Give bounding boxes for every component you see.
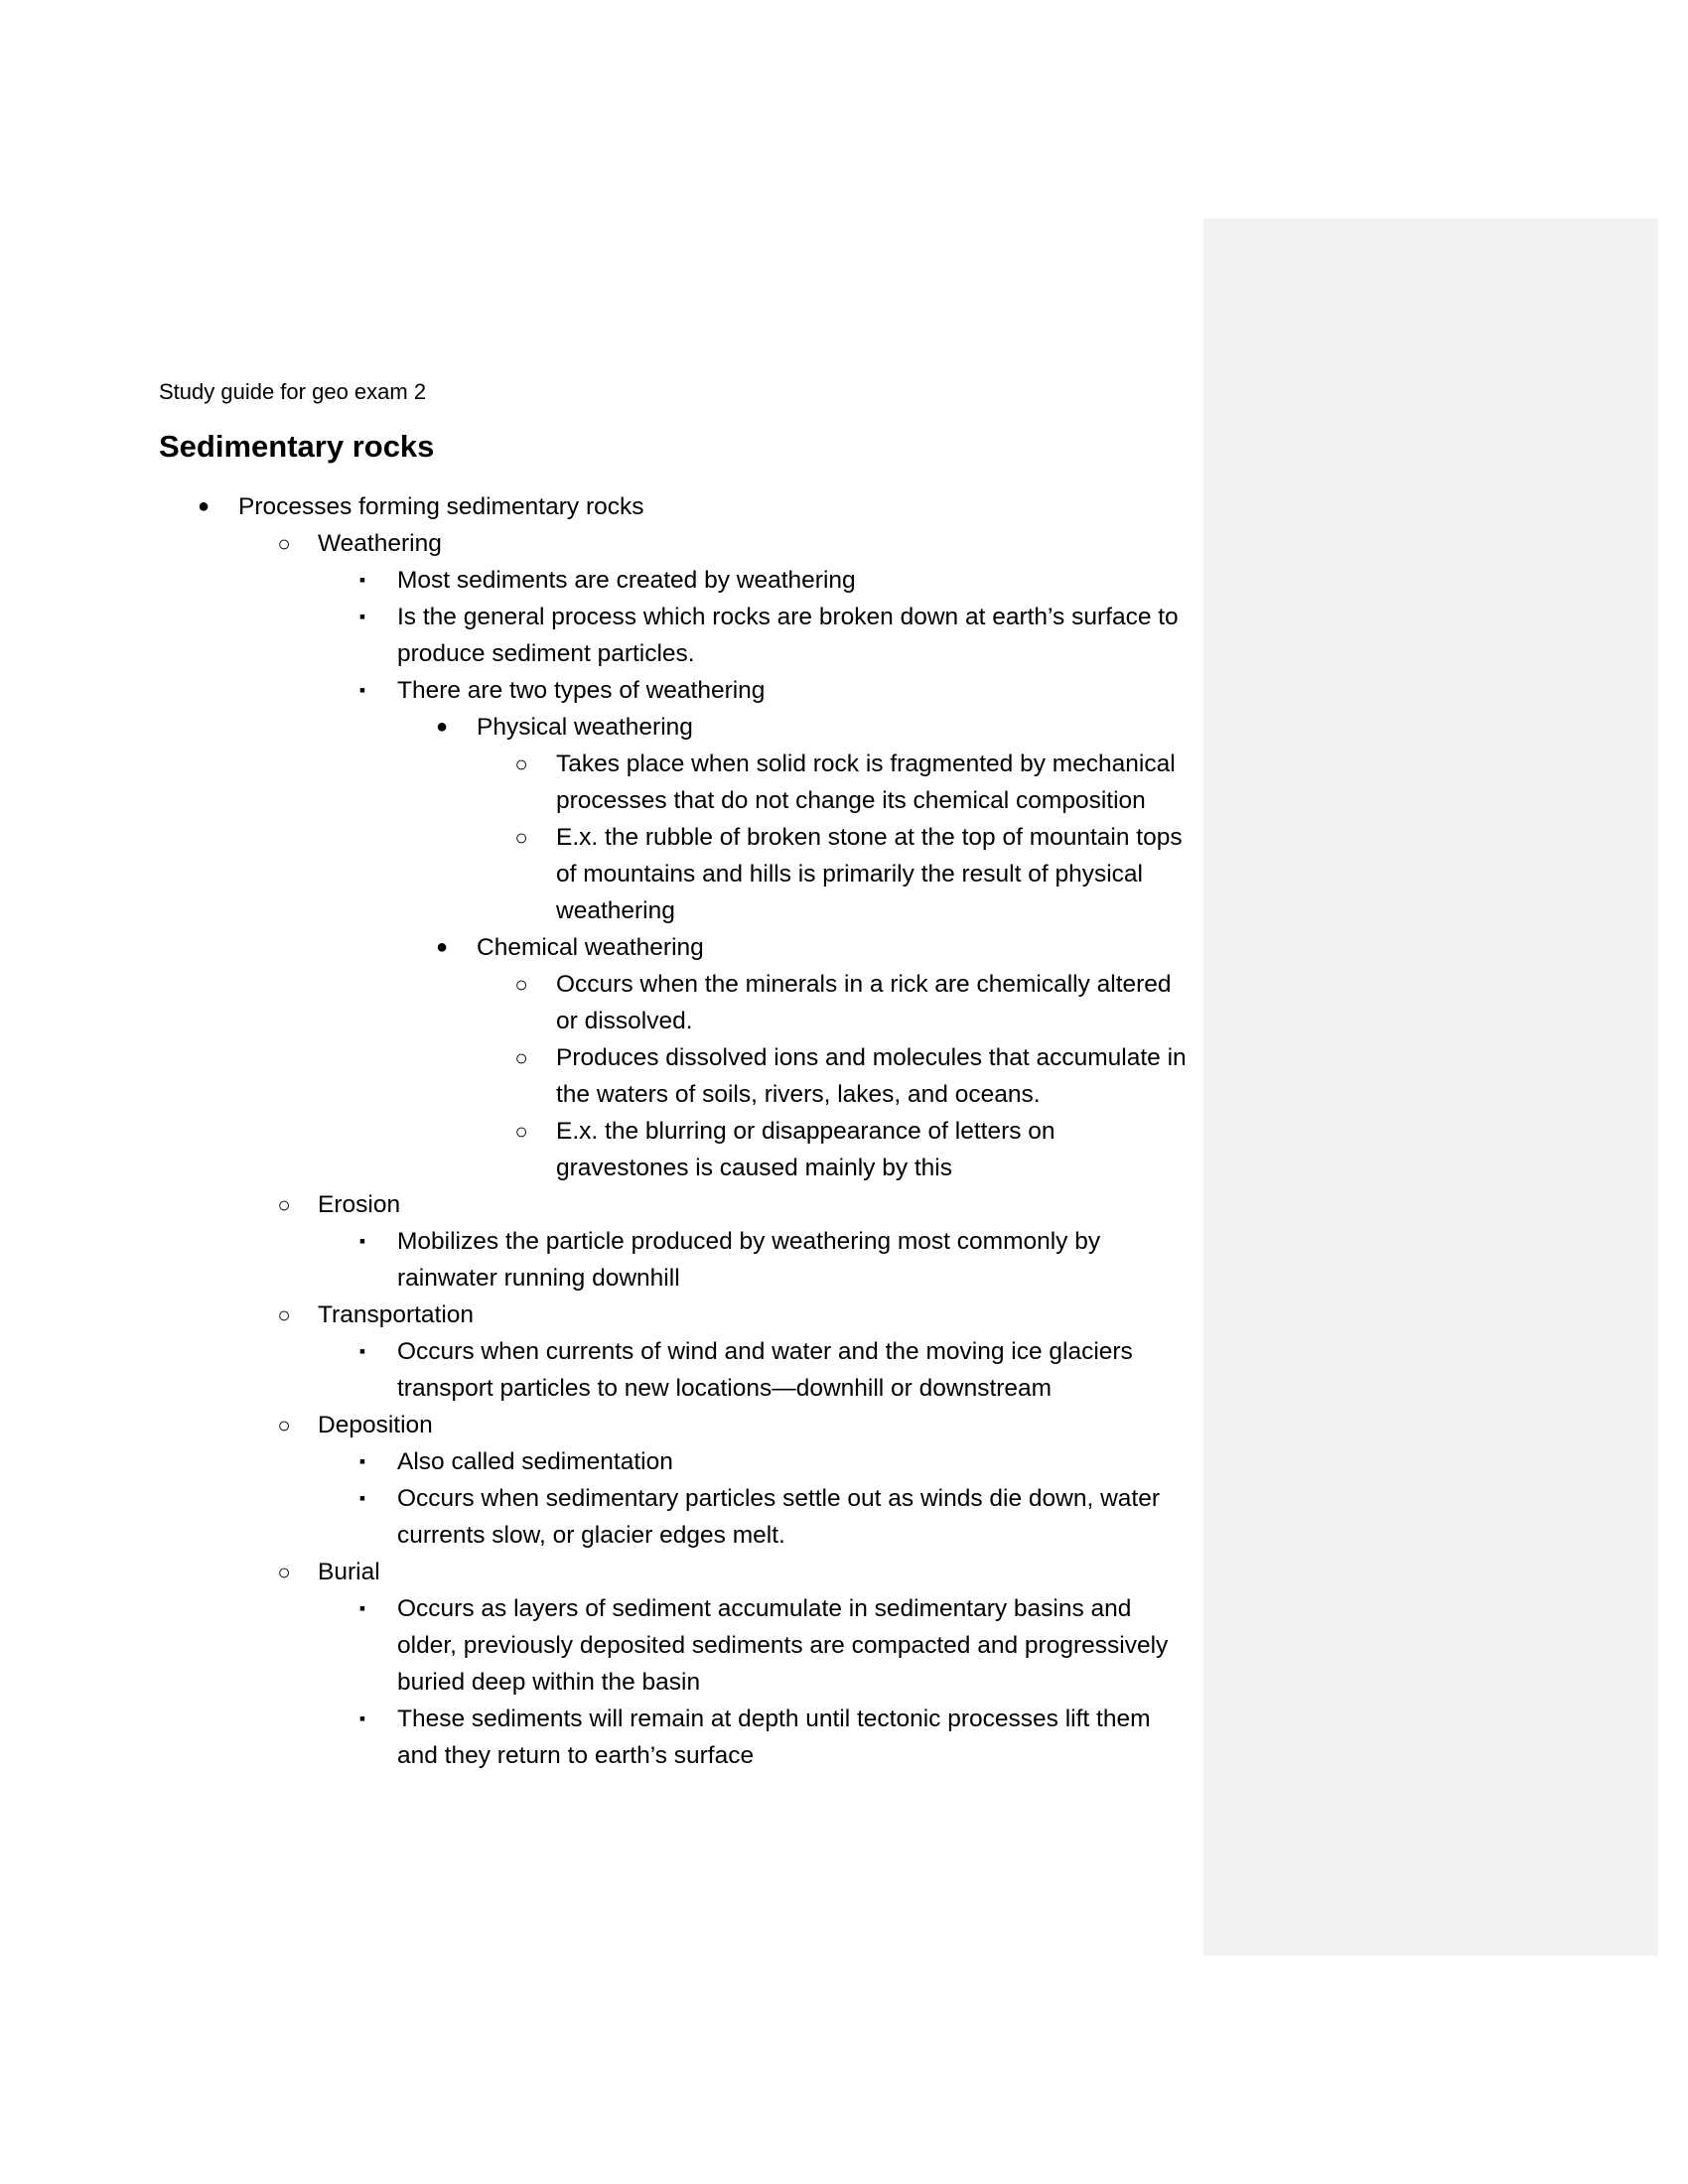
list-item-text: Chemical weathering	[477, 934, 704, 961]
list-item-text: Occurs when currents of wind and water and the moving ice glaciers transport particles to new locations—downhill or downstream	[397, 1338, 1133, 1402]
list-item	[159, 929, 1192, 966]
square-bullet-icon: ▪	[358, 570, 366, 590]
list-item-text: Takes place when solid rock is fragmented by mechanical processes that do not change its chemical composition	[556, 751, 1176, 814]
hollow-bullet-icon: ○	[514, 1045, 528, 1070]
list-item-text: Produces dissolved ions and molecules that accumulate in the waters of soils, rivers, lakes, and oceans.	[556, 1044, 1187, 1108]
comment-margin-pane	[1203, 218, 1658, 1956]
list-item-text: Also called sedimentation	[397, 1448, 673, 1475]
list-item-text: Burial	[318, 1559, 380, 1585]
hollow-bullet-icon: ○	[277, 1302, 291, 1327]
square-bullet-icon: ▪	[358, 607, 366, 626]
list-item	[159, 1443, 1192, 1480]
hollow-bullet-icon: ○	[514, 751, 528, 776]
list-item	[159, 672, 1192, 709]
list-item	[159, 562, 1192, 599]
square-bullet-icon: ▪	[358, 680, 366, 700]
list-item	[159, 746, 1192, 819]
hollow-bullet-icon: ○	[277, 1560, 291, 1584]
hollow-bullet-icon: ○	[277, 1192, 291, 1217]
outline-list	[159, 488, 1192, 1774]
hollow-bullet-icon: ○	[514, 1119, 528, 1144]
square-bullet-icon: ▪	[358, 1451, 366, 1471]
list-item-text: E.x. the rubble of broken stone at the top of mountain tops of mountains and hills is primarily the result of physical weathering	[556, 824, 1183, 924]
list-item-text: Weathering	[318, 530, 442, 557]
hollow-bullet-icon: ○	[514, 972, 528, 997]
list-item-text: Occurs as layers of sediment accumulate in sedimentary basins and older, previously deposited sediments are compacted and progressively buried deep within the basin	[397, 1595, 1169, 1696]
list-item	[159, 488, 1192, 525]
list-item	[159, 1223, 1192, 1297]
list-item-text: Is the general process which rocks are broken down at earth’s surface to produce sediment particles.	[397, 604, 1179, 667]
hollow-bullet-icon: ○	[514, 825, 528, 850]
list-item	[159, 525, 1192, 562]
list-item-text: Deposition	[318, 1412, 433, 1438]
filled-bullet-icon: ●	[435, 936, 449, 958]
square-bullet-icon: ▪	[358, 1488, 366, 1508]
list-item	[159, 1701, 1192, 1774]
list-item	[159, 1554, 1192, 1590]
list-item-text: Most sediments are created by weathering	[397, 567, 856, 594]
list-item-text: Physical weathering	[477, 714, 693, 741]
list-item-text: Erosion	[318, 1191, 401, 1218]
square-bullet-icon: ▪	[358, 1598, 366, 1618]
list-item	[159, 1590, 1192, 1701]
list-item	[159, 1333, 1192, 1407]
square-bullet-icon: ▪	[358, 1231, 366, 1251]
list-item-text: Mobilizes the particle produced by weathering most commonly by rainwater running downhill	[397, 1228, 1101, 1292]
hollow-bullet-icon: ○	[277, 1413, 291, 1437]
filled-bullet-icon: ●	[197, 495, 211, 517]
list-item	[159, 1113, 1192, 1186]
list-item	[159, 1297, 1192, 1333]
list-item-text: E.x. the blurring or disappearance of letters on gravestones is caused mainly by this	[556, 1118, 1055, 1181]
document-header: Study guide for geo exam 2	[159, 379, 427, 404]
list-item	[159, 599, 1192, 672]
list-item	[159, 819, 1192, 929]
list-item	[159, 966, 1192, 1039]
list-item	[159, 709, 1192, 746]
list-item	[159, 1480, 1192, 1554]
filled-bullet-icon: ●	[435, 716, 449, 738]
list-item-text: These sediments will remain at depth until tectonic processes lift them and they return to earth’s surface	[397, 1706, 1151, 1769]
list-item	[159, 1407, 1192, 1443]
hollow-bullet-icon: ○	[277, 531, 291, 556]
section-heading: Sedimentary rocks	[159, 429, 435, 464]
list-item	[159, 1186, 1192, 1223]
square-bullet-icon: ▪	[358, 1708, 366, 1728]
list-item	[159, 1039, 1192, 1113]
document-body	[159, 377, 1192, 1774]
list-item-text: Occurs when sedimentary particles settle out as winds die down, water currents slow, or glacier edges melt.	[397, 1485, 1161, 1549]
list-item-text: Transportation	[318, 1301, 475, 1328]
list-item-text: Processes forming sedimentary rocks	[238, 493, 644, 520]
list-item-text: There are two types of weathering	[397, 677, 766, 704]
list-item-text: Occurs when the minerals in a rick are chemically altered or dissolved.	[556, 971, 1172, 1034]
square-bullet-icon: ▪	[358, 1341, 366, 1361]
